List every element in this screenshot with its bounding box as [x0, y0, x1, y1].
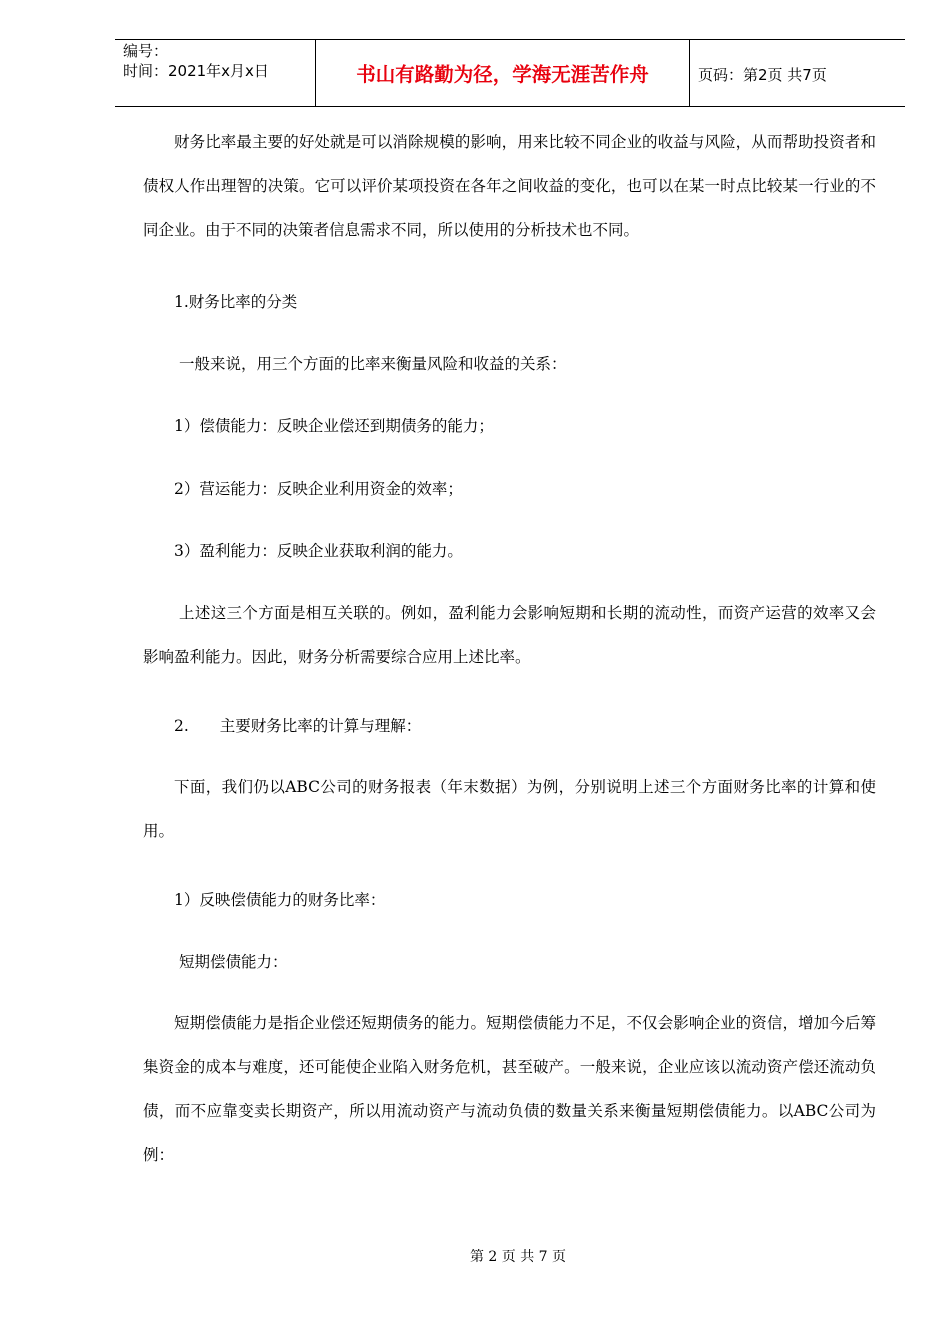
- page-footer: 第 2 页 共 7 页: [469, 1249, 567, 1265]
- paragraph-interrelation: 上述这三个方面是相互关联的。例如，盈利能力会影响短期和长期的流动性，而资产运营的效率又会影响盈利能力。因此，财务分析需要综合应用上述比率。: [143, 604, 876, 666]
- header-table: [115, 39, 905, 107]
- list-item-solvency: 1）偿债能力：反映企业偿还到期债务的能力；: [174, 417, 494, 435]
- header-motto-cell: [316, 40, 690, 106]
- list-item-profitability: 3）盈利能力：反映企业获取利润的能力。: [174, 542, 463, 560]
- list-item-solvency-ratios: 1）反映偿债能力的财务比率：: [174, 891, 386, 909]
- document-number-label: 编号：: [123, 42, 169, 60]
- paragraph-abc-example: 下面，我们仍以ABC公司的财务报表（年末数据）为例，分别说明上述三个方面财务比率的计算和使用。: [143, 778, 876, 840]
- list-item-operating: 2）营运能力：反映企业利用资金的效率；: [174, 480, 463, 498]
- paragraph-short-term-solvency: 短期偿债能力是指企业偿还短期债务的能力。短期偿债能力不足，不仅会影响企业的资信，增加今后筹集资金的成本与难度，还可能使企业陷入财务危机，甚至破产。一般来说，企业应该以流动资产偿还流动负债，而不应靠变卖长期资产，所以用流动资产与流动负债的数量关系来衡量短期偿债能力。以ABC公司为例：: [143, 1014, 876, 1164]
- header-motto: 书山有路勤为径，学海无涯苦作舟: [356, 63, 649, 86]
- paragraph-ratio-benefits: 财务比率最主要的好处就是可以消除规模的影响，用来比较不同企业的收益与风险，从而帮助投资者和债权人作出理智的决策。它可以评价某项投资在各年之间收益的变化，也可以在某一时点比较某一行业的不同企业。由于不同的决策者信息需求不同，所以使用的分析技术也不同。: [143, 133, 876, 239]
- header-info-cell: [115, 40, 316, 106]
- heading-main-ratios: 2. 主要财务比率的计算与理解：: [174, 717, 422, 735]
- subheading-short-term-solvency: 短期偿债能力：: [179, 953, 288, 971]
- header-page-cell: [690, 40, 905, 106]
- header-page-code: 页码：第2页 共7页: [698, 66, 827, 84]
- document-time-label: 时间：2021年x月x日: [123, 62, 269, 80]
- heading-ratio-classification: 1.财务比率的分类: [174, 293, 298, 311]
- paragraph-three-aspects: 一般来说，用三个方面的比率来衡量风险和收益的关系：: [179, 355, 567, 373]
